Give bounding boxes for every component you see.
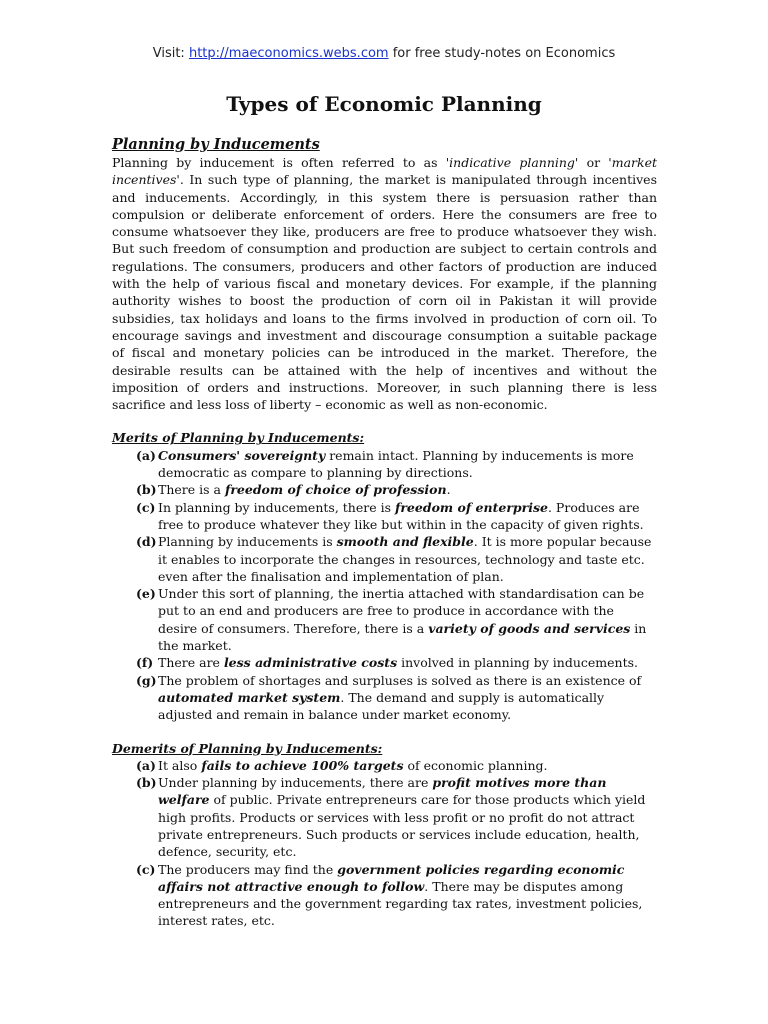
- merit-item-g: [112, 672, 657, 724]
- item-text: There is a: [158, 482, 225, 498]
- merit-item-d: [112, 533, 657, 585]
- item-text: There are: [158, 655, 224, 671]
- demerits-list: [112, 757, 657, 930]
- section-heading: Planning by Inducements: [112, 136, 320, 153]
- item-text: In planning by inducements, there is: [158, 499, 395, 515]
- item-label: (d): [136, 534, 157, 550]
- item-emphasis: automated market system: [158, 689, 341, 705]
- item-text: . The demand and supply is automatically adjusted and remain in balance under market economy.: [158, 689, 605, 723]
- merit-item-e: [112, 585, 657, 654]
- item-text: . Produces are free to produce whatever they like but within in the capacity of given rights.: [158, 499, 644, 532]
- item-text: It also: [158, 757, 202, 773]
- item-emphasis: Consumers' sovereignty: [158, 447, 326, 463]
- visit-prefix: Visit:: [152, 46, 189, 61]
- visit-line: [0, 46, 768, 61]
- item-text: The producers may find the: [158, 861, 338, 877]
- item-emphasis: government policies regarding economic affairs not attractive enough to follow: [158, 861, 625, 894]
- merit-item-c: [112, 499, 657, 534]
- merit-item-a: [112, 447, 657, 482]
- item-emphasis: freedom of choice of profession: [224, 482, 447, 498]
- website-link[interactable]: http://maeconomics.webs.com: [188, 46, 389, 61]
- item-text: .: [446, 482, 451, 498]
- page-title: Types of Economic Planning: [226, 92, 542, 116]
- item-text: Under this sort of planning, the inertia attached with standardisation can be put to an end and producers are free to produce in accordance with the desire of consumers. Therefore, there is a: [158, 586, 645, 636]
- item-label: (b): [136, 775, 157, 791]
- item-text: . There may be disputes among entrepreneurs and the government regarding tax rates, investment policies, interest rates, etc.: [158, 878, 643, 929]
- item-text: of economic planning.: [403, 757, 548, 773]
- item-label: (a): [136, 757, 156, 773]
- item-emphasis: smooth and flexible: [336, 534, 474, 550]
- merit-item-b: [112, 481, 657, 498]
- item-text: of public. Private entrepreneurs care for those products which yield high profits. Products or services with less profit or no profit do not attract private entrepreneurs. Such products or services include education, health, defence, security, etc.: [158, 792, 646, 860]
- item-emphasis: profit motives more than welfare: [158, 775, 607, 808]
- item-emphasis: freedom of enterprise: [394, 499, 548, 515]
- demerit-item-c: [112, 861, 657, 930]
- item-text: Under planning by inducements, there are: [158, 775, 433, 791]
- item-text: . It is more popular because it enables to incorporate the changes in resources, technology and taste etc. even after the finalisation and implementation of plan.: [158, 534, 652, 584]
- demerits-heading: Demerits of Planning by Inducements:: [112, 740, 383, 756]
- intro-text-3: In such type of planning, the market is manipulated through incentives and inducements. Accordingly, in this system there is persuasion rather than compulsion or deliberate enforcement of orders. Here the consumers are free to consume whatsoever they like, producers are free to produce whatsoever they wish. But such freedom of consumption and production are subject to certain controls and regulations. The consumers, producers and other factors of production are induced with the help of various fiscal and monetary devices. For example, if the planning authority wishes to boost the production of corn oil in Pakistan it will provide subsidies, tax holidays and loans to the firms involved in production of corn oil. To encourage savings and investment and discourage consumption a suitable package of fiscal and monetary policies can be introduced in the market. Therefore, the desirable results can be attained with the help of incentives and without the imposition of orders and instructions. Moreover, in such planning there is less sacrifice and less loss of liberty – economic as well as non-economic.: [112, 172, 657, 413]
- item-label: (e): [136, 586, 156, 602]
- item-label: (b): [136, 482, 157, 498]
- demerit-item-b: [112, 774, 657, 860]
- intro-text-2: or: [578, 155, 609, 170]
- demerit-item-a: [112, 757, 657, 774]
- intro-em-1: 'indicative planning': [445, 155, 579, 170]
- item-emphasis: fails to achieve 100% targets: [201, 757, 404, 773]
- document-body: [112, 136, 657, 930]
- item-label: (g): [136, 672, 157, 688]
- intro-em-2: 'market incentives'.: [112, 155, 657, 188]
- item-text: The problem of shortages and surpluses is solved as there is an existence of: [158, 672, 642, 688]
- item-text: Planning by inducements is: [158, 534, 337, 550]
- item-label: (c): [136, 861, 156, 877]
- merits-heading: Merits of Planning by Inducements:: [112, 430, 365, 446]
- visit-suffix: for free study-notes on Economics: [388, 46, 616, 61]
- merit-item-f: [112, 654, 657, 671]
- item-text: remain intact. Planning by inducements is more democratic as compare to planning by directions.: [158, 447, 634, 481]
- merits-list: [112, 447, 657, 724]
- item-emphasis: less administrative costs: [223, 655, 398, 671]
- item-text: in the market.: [158, 620, 647, 654]
- item-label: (f): [136, 655, 154, 671]
- item-emphasis: variety of goods and services: [428, 620, 631, 636]
- item-label: (a): [136, 447, 156, 463]
- item-label: (c): [136, 499, 156, 515]
- intro-text-1: Planning by inducement is often referred to as: [112, 155, 446, 170]
- intro-paragraph: [112, 154, 657, 413]
- item-text: involved in planning by inducements.: [397, 655, 638, 671]
